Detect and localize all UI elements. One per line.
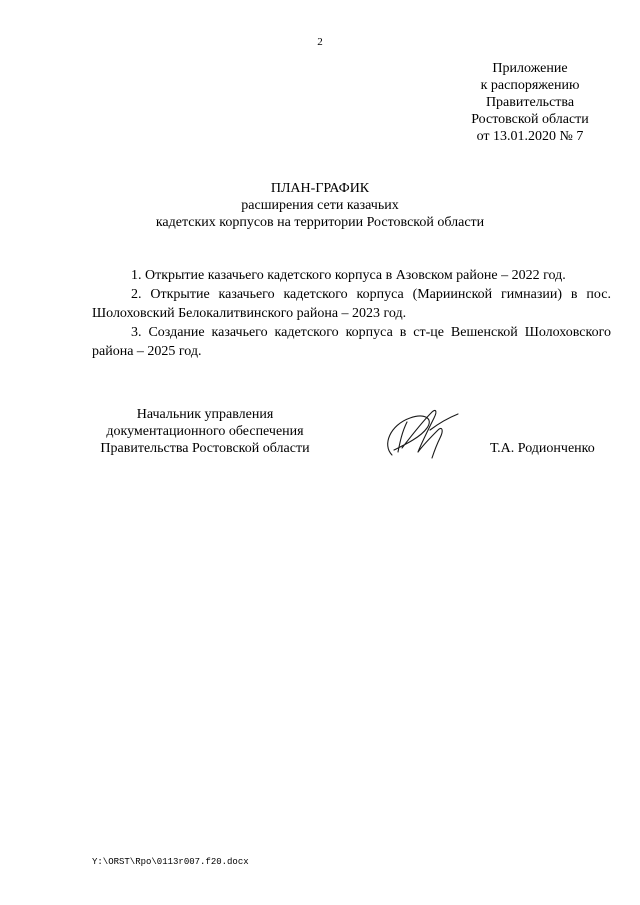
- plan-item: 1. Открытие казачьего кадетского корпуса в Азовском районе – 2022 год.: [131, 268, 566, 283]
- document-subtitle: расширения сети казачьих: [241, 198, 399, 213]
- plan-item: 2. Открытие казачьего кадетского корпуса (Мариинской гимназии) в пос. Шолоховский Белокалитвинского района – 2023 год.: [92, 287, 611, 321]
- signer-position-line: Начальник управления: [136, 407, 274, 422]
- document-subtitle: кадетских корпусов на территории Ростовской области: [155, 215, 485, 230]
- appendix-date-number: от 13.01.2020 № 7: [476, 129, 584, 144]
- appendix-block: [440, 60, 620, 145]
- appendix-line: Приложение: [492, 61, 568, 76]
- plan-item: 3. Создание казачьего кадетского корпуса в ст-це Вешенской Шолоховского района – 2025 год.: [92, 325, 611, 359]
- appendix-line: Правительства: [485, 95, 575, 110]
- appendix-line: к распоряжению: [480, 78, 580, 93]
- document-title-block: [0, 180, 640, 231]
- signer-position: [80, 406, 330, 457]
- document-title: ПЛАН-ГРАФИК: [270, 181, 370, 196]
- footer-file-path: Y:\ORST\Rpo\0113r007.f20.docx: [92, 857, 249, 867]
- page-number: 2: [317, 36, 323, 48]
- signer-position-line: документационного обеспечения: [106, 424, 304, 439]
- signer-name: Т.А. Родионченко: [490, 441, 595, 456]
- handwritten-signature: [372, 400, 462, 470]
- plan-items-list: [92, 266, 611, 361]
- appendix-line: Ростовской области: [471, 112, 589, 127]
- signer-position-line: Правительства Ростовской области: [100, 441, 310, 456]
